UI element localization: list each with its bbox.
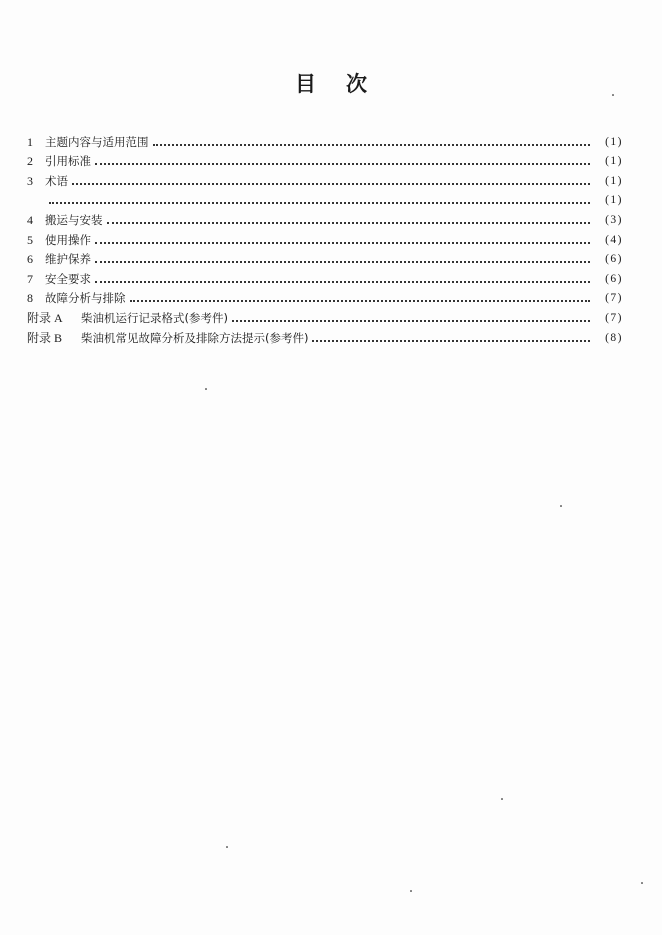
toc-leader-dots [95,242,590,244]
toc-number: 8 [27,291,33,306]
toc-row-6 [27,247,623,267]
toc-number: 3 [27,173,33,188]
toc-leader-dots [95,281,590,283]
toc-leader-dots [232,320,590,322]
toc-leader-dots [49,202,590,204]
toc-leader-dots [72,183,590,185]
title-char-1: 目 [295,72,316,96]
toc-page-number: (8) [605,331,623,344]
toc-entry-title: 柴油机运行记录格式(参考件) [81,310,228,325]
page-title [0,68,662,98]
toc-page-number: (7) [605,311,623,324]
toc-row-appendix-b [27,325,623,345]
toc-leader-dots [95,163,590,165]
toc-row-appendix-a [27,305,623,325]
toc-page-number: (7) [605,292,623,305]
toc-row-8 [27,286,623,306]
toc-number: 附录 A [27,310,63,325]
title-char-2: 次 [346,72,367,96]
toc-entry-title: 安全要求 [45,271,91,286]
toc-number: 1 [27,134,33,149]
toc-row-1 [27,129,623,149]
toc-page-number: (3) [605,213,623,226]
toc-number: 4 [27,212,33,227]
toc-row-3 [27,168,623,188]
toc-row-5 [27,227,623,247]
toc-leader-dots [312,340,590,342]
toc-row-7 [27,266,623,286]
toc-page-number: (4) [605,233,623,246]
toc-entry-title: 引用标准 [45,154,91,169]
toc-entry-title: 主题内容与适用范围 [45,134,149,149]
toc-number: 5 [27,232,33,247]
toc-leader-dots [107,222,591,224]
toc-page-number: (1) [605,155,623,168]
toc-number: 2 [27,154,33,169]
toc-leader-dots [130,300,591,302]
toc-number: 6 [27,252,33,267]
toc-entry-title: 柴油机常见故障分析及排除方法提示(参考件) [81,330,309,345]
toc-page-number: (6) [605,272,623,285]
table-of-contents [27,129,623,345]
toc-number: 附录 B [27,330,63,345]
toc-leader-dots [95,261,590,263]
toc-row-4 [27,207,623,227]
toc-leader-dots [153,144,591,146]
toc-entry-title: 搬运与安装 [45,212,103,227]
toc-entry-title: 术语 [45,173,68,188]
toc-entry-title: 维护保养 [45,252,91,267]
toc-entry-title: 使用操作 [45,232,91,247]
toc-row-3b [27,188,623,208]
toc-row-2 [27,149,623,169]
toc-page-number: (1) [605,135,623,148]
toc-number: 7 [27,271,33,286]
toc-page-number: (1) [605,194,623,207]
toc-entry-title: 故障分析与排除 [45,291,126,306]
toc-page-number: (1) [605,174,623,187]
toc-page-number: (6) [605,253,623,266]
